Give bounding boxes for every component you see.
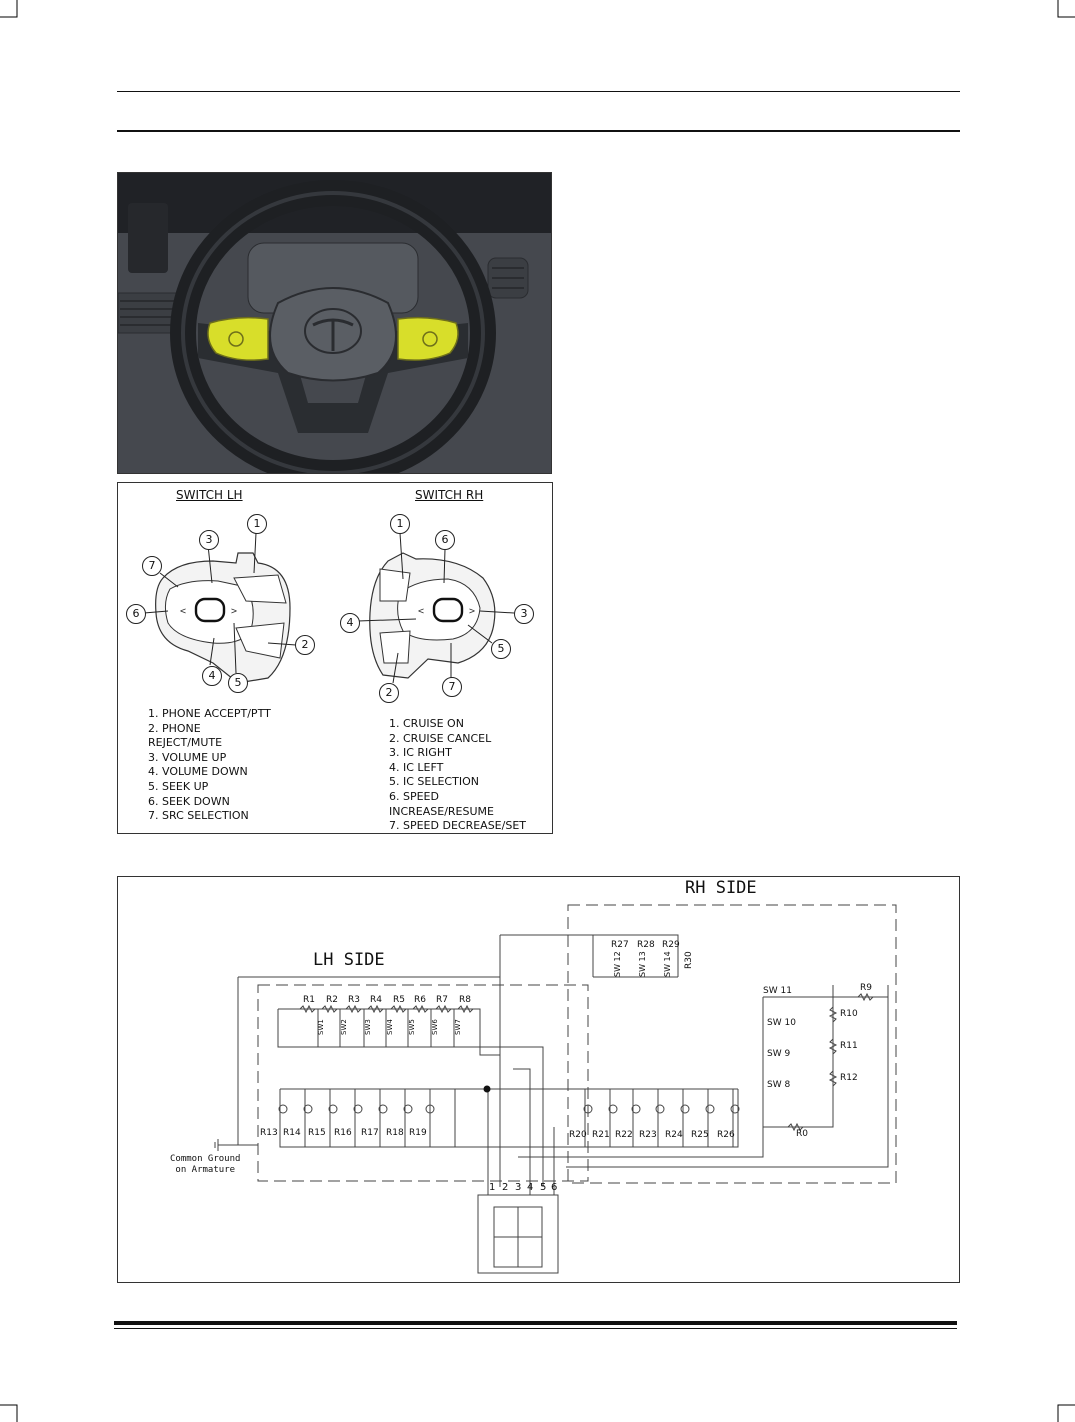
lh-callout-3: 3: [199, 530, 219, 550]
circuit-diagram: [117, 876, 960, 1283]
resistor-label: R6: [414, 995, 426, 1005]
lh-callout-4: 4: [202, 666, 222, 686]
svg-text:>: >: [231, 606, 238, 617]
switch-label: SW 11: [763, 986, 792, 996]
ground-label: [170, 1154, 240, 1176]
crop-mark-top-left: [0, 0, 18, 18]
switch-label: SW 9: [767, 1049, 791, 1059]
wiring-schematic: [118, 877, 959, 1282]
switch-label: SW 13: [638, 951, 647, 977]
lh-legend-line: 5. SEEK UP: [148, 779, 209, 793]
lh-switch-legend: [148, 707, 271, 824]
switch-label: SW 14: [663, 951, 672, 977]
lh-callout-6: 6: [126, 604, 146, 624]
resistor-label: R17: [361, 1128, 379, 1138]
switch-layout-diagram: [117, 482, 553, 834]
rh-callout-6: 6: [435, 530, 455, 550]
rh-legend-line: 7. SPEED DECREASE/SET: [389, 819, 526, 833]
resistor-label: R10: [840, 1009, 858, 1019]
resistor-label: R28: [637, 940, 655, 950]
rh-legend-line: 6. SPEED: [389, 789, 439, 803]
rh-callout-7: 7: [442, 677, 462, 697]
resistor-label: R8: [459, 995, 471, 1005]
switch-label: SW7: [454, 1019, 462, 1035]
resistor-label: R15: [308, 1128, 326, 1138]
resistor-label: R0: [796, 1129, 808, 1139]
resistor-label: R24: [665, 1130, 683, 1140]
rh-callout-4: 4: [340, 613, 360, 633]
resistor-label: R30: [684, 951, 694, 969]
resistor-label: R23: [639, 1130, 657, 1140]
lh-legend-line: 3. VOLUME UP: [148, 750, 227, 764]
resistor-label: R2: [326, 995, 338, 1005]
resistor-label: R27: [611, 940, 629, 950]
resistor-label: R1: [303, 995, 315, 1005]
rh-legend-line: 1. CRUISE ON: [389, 717, 464, 730]
crop-mark-bottom-left: [0, 1404, 18, 1422]
resistor-label: R9: [860, 983, 872, 993]
switch-label: SW1: [317, 1019, 325, 1035]
resistor-label: R11: [840, 1041, 858, 1051]
connector-pin-label: 4: [527, 1182, 534, 1193]
resistor-label: R3: [348, 995, 360, 1005]
switch-label: SW 8: [767, 1080, 791, 1090]
lh-legend-line: 7. SRC SELECTION: [148, 809, 249, 823]
resistor-label: R29: [662, 940, 680, 950]
connector-pin-label: 1: [489, 1182, 496, 1193]
footer-rule-thin: [114, 1328, 957, 1329]
switch-label: SW 10: [767, 1018, 796, 1028]
resistor-label: R4: [370, 995, 382, 1005]
resistor-label: R14: [283, 1128, 301, 1138]
lh-legend-line: 4. VOLUME DOWN: [148, 765, 248, 779]
resistor-label: R18: [386, 1128, 404, 1138]
switch-rh-title: SWITCH RH: [415, 488, 484, 502]
lh-legend-line: 2. PHONE: [148, 721, 201, 735]
resistor-label: R13: [260, 1128, 278, 1138]
resistor-label: R20: [569, 1130, 587, 1140]
resistor-label: R5: [393, 995, 405, 1005]
rh-callout-1: 1: [390, 514, 410, 534]
lh-callout-7: 7: [142, 556, 162, 576]
resistor-label: R21: [592, 1130, 610, 1140]
connector-pin-label: 3: [515, 1182, 522, 1193]
resistor-label: R26: [717, 1130, 735, 1140]
resistor-label: R12: [840, 1073, 858, 1083]
svg-text:>: >: [469, 606, 476, 617]
rh-legend-line: 3. IC RIGHT: [389, 746, 452, 760]
svg-text:<: <: [180, 606, 187, 617]
switch-label: SW5: [408, 1019, 416, 1035]
resistor-label: R19: [409, 1128, 427, 1138]
crop-mark-top-right: [1057, 0, 1075, 18]
rh-side-label: RH SIDE: [685, 878, 757, 898]
switch-label: SW2: [340, 1019, 348, 1035]
svg-text:<: <: [418, 606, 425, 617]
header-rule-bottom: [117, 130, 960, 132]
switch-label: SW3: [364, 1019, 372, 1035]
steering-wheel-photo: [117, 172, 552, 474]
rh-legend-line: INCREASE/RESUME: [389, 804, 494, 818]
rh-callout-3: 3: [514, 604, 534, 624]
ground-label-line: on Armature: [175, 1165, 236, 1175]
switch-label: SW4: [386, 1019, 394, 1035]
lh-side-label: LH SIDE: [313, 950, 385, 970]
rh-callout-2: 2: [379, 683, 399, 703]
lh-callout-2: 2: [295, 635, 315, 655]
steering-wheel-illustration: [118, 173, 551, 473]
rh-legend-line: 5. IC SELECTION: [389, 775, 479, 789]
switch-outline-drawing: [118, 483, 552, 703]
resistor-label: R16: [334, 1128, 352, 1138]
rh-legend-line: 2. CRUISE CANCEL: [389, 731, 492, 745]
switch-label: SW6: [431, 1019, 439, 1035]
rh-legend-line: 4. IC LEFT: [389, 760, 444, 774]
resistor-label: R22: [615, 1130, 633, 1140]
lh-callout-5: 5: [228, 673, 248, 693]
rh-callout-5: 5: [491, 639, 511, 659]
crop-mark-bottom-right: [1057, 1404, 1075, 1422]
header-rule-top: [117, 91, 960, 92]
lh-callout-1: 1: [247, 514, 267, 534]
rh-switch-legend: [389, 717, 526, 834]
connector-pin-label: 2: [502, 1182, 509, 1193]
switch-lh-title: SWITCH LH: [176, 488, 243, 502]
switch-label: SW 12: [613, 951, 622, 977]
resistor-label: R25: [691, 1130, 709, 1140]
ground-label-line: Common Ground: [170, 1154, 241, 1164]
resistor-label: R7: [436, 995, 448, 1005]
lh-legend-line: REJECT/MUTE: [148, 736, 223, 750]
connector-pin-label: 5: [540, 1182, 547, 1193]
footer-rule-thick: [114, 1321, 957, 1325]
lh-legend-line: 1. PHONE ACCEPT/PTT: [148, 707, 271, 720]
lh-legend-line: 6. SEEK DOWN: [148, 794, 230, 808]
connector-pin-label: 6: [551, 1182, 558, 1193]
